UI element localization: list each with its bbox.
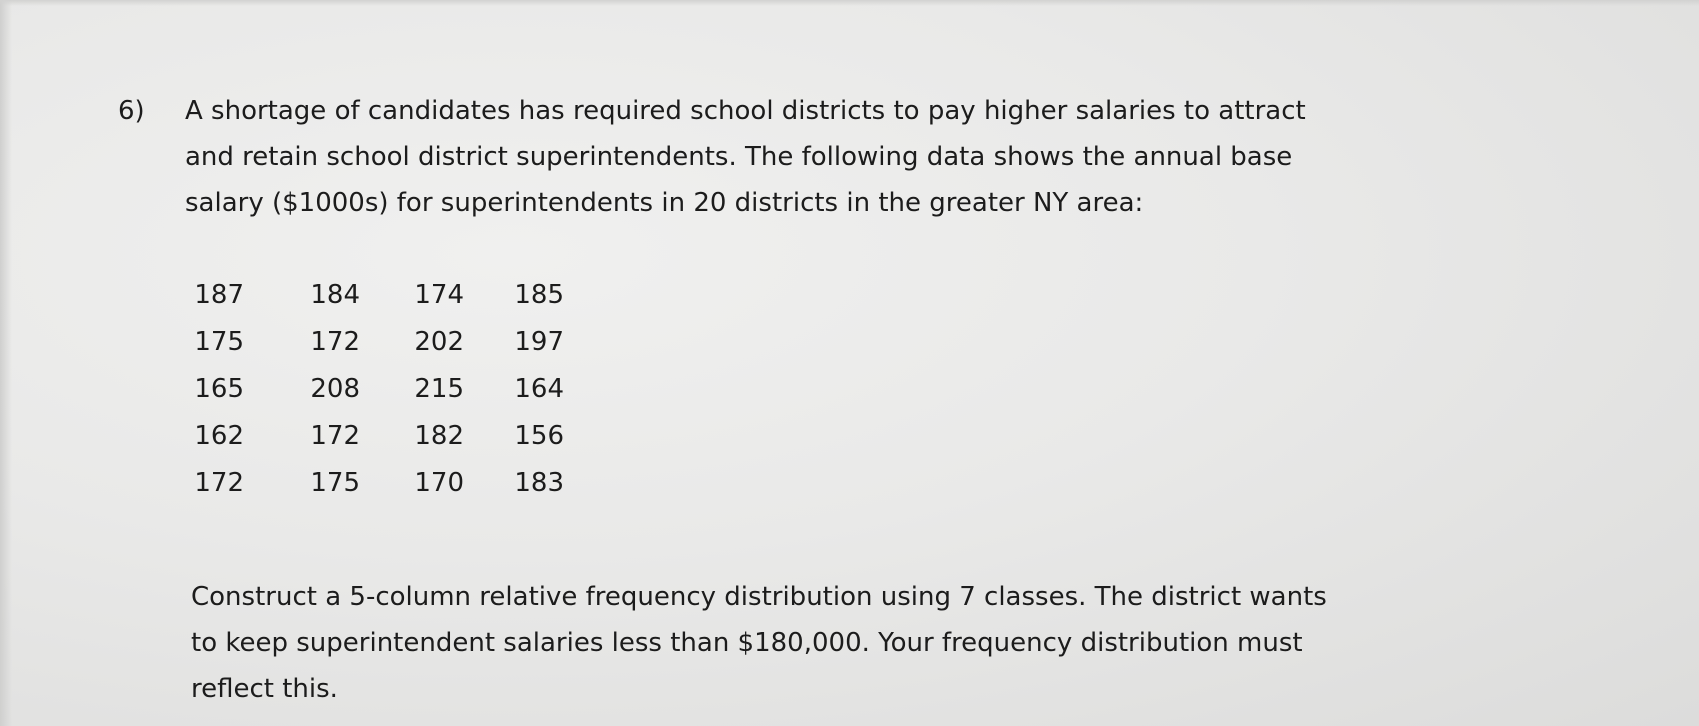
table-cell: 156 <box>514 421 564 451</box>
page-shadow-top <box>0 0 1699 6</box>
table-row <box>188 374 564 421</box>
salary-data-table <box>188 280 564 515</box>
table-cell: 187 <box>194 280 244 310</box>
prompt-line: A shortage of candidates has required school districts to pay higher salaries to attract <box>185 96 1306 126</box>
table-cell: 185 <box>514 280 564 310</box>
page-shadow-left <box>0 0 12 726</box>
question-instruction <box>191 574 1451 712</box>
table-cell: 183 <box>514 468 564 498</box>
instruction-line: Construct a 5-column relative frequency distribution using 7 classes. The district wants <box>191 582 1327 612</box>
table-cell: 197 <box>514 327 564 357</box>
table-cell: 162 <box>194 421 244 451</box>
instruction-line: reflect this. <box>191 674 338 704</box>
table-cell: 202 <box>414 327 464 357</box>
table-row <box>188 280 564 327</box>
table-cell: 174 <box>414 280 464 310</box>
table-cell: 175 <box>310 468 360 498</box>
table-cell: 170 <box>414 468 464 498</box>
prompt-line: salary ($1000s) for superintendents in 20 districts in the greater NY area: <box>185 188 1144 218</box>
prompt-line: and retain school district superintendents. The following data shows the annual base <box>185 142 1293 172</box>
table-row <box>188 327 564 374</box>
table-cell: 182 <box>414 421 464 451</box>
question-number: 6) <box>118 96 145 126</box>
table-cell: 172 <box>310 327 360 357</box>
table-cell: 184 <box>310 280 360 310</box>
table-row <box>188 421 564 468</box>
table-cell: 175 <box>194 327 244 357</box>
table-cell: 172 <box>194 468 244 498</box>
question-prompt <box>185 88 1445 226</box>
table-row <box>188 468 564 515</box>
table-cell: 172 <box>310 421 360 451</box>
table-cell: 164 <box>514 374 564 404</box>
table-cell: 165 <box>194 374 244 404</box>
table-cell: 208 <box>310 374 360 404</box>
table-cell: 215 <box>414 374 464 404</box>
instruction-line: to keep superintendent salaries less than $180,000. Your frequency distribution must <box>191 628 1303 658</box>
